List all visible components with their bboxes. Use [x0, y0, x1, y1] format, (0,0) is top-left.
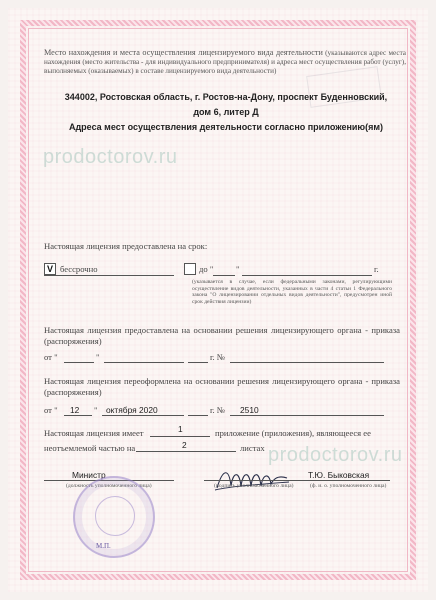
- reissue-day-line: [64, 415, 92, 416]
- position-caption: (должность уполномоченного лица): [66, 483, 152, 489]
- indefinite-label: бессрочно: [60, 264, 98, 274]
- seal-emblem: [95, 496, 135, 536]
- annex-line-2: неотъемлемой частью на: [44, 443, 136, 453]
- until-prefix: до ": [199, 264, 214, 274]
- license-page: [8, 8, 428, 592]
- reissue-from: от ": [44, 405, 58, 415]
- annex-sheets-line: [136, 451, 236, 452]
- annex-count-line: [150, 436, 210, 437]
- until-year: г.: [374, 264, 379, 274]
- reissue-year-line: [188, 415, 208, 416]
- signatory-name: Т.Ю. Быковская: [308, 470, 370, 480]
- signature-caption: (подпись уполномоченного лица): [214, 483, 294, 489]
- term-label: Настоящая лицензия предоставлена на срок:: [44, 241, 208, 251]
- header-note: (указываются адрес места нахождения (место жительства - для индивидуального предпринимателя) и адреса мест осуществления работ (услуг), выполняемых (оказываемых) в составе лицензируемого вида деятельности): [44, 49, 406, 75]
- header-lead: Место нахождения и места осуществления лицензируемого вида деятельности: [44, 48, 323, 57]
- reissue-number-label: г. №: [210, 405, 226, 415]
- indefinite-underline: [44, 275, 174, 276]
- basis-day-line: [64, 362, 94, 363]
- basis-text: Настоящая лицензия предоставлена на основании решения лицензирующего органа - приказа (распоряжения): [44, 325, 400, 346]
- name-line: [300, 480, 390, 481]
- reissue-quote: ": [94, 405, 98, 415]
- watermark-top: prodoctorov.ru: [43, 146, 178, 168]
- until-quote: ": [236, 264, 240, 274]
- until-day-line: [213, 275, 235, 276]
- address-line-1: 344002, Ростовская область, г. Ростов-на-Дону, проспект Буденновский,: [64, 92, 388, 102]
- name-caption: (ф. и. о. уполномоченного лица): [310, 483, 387, 489]
- signatory-position: Министр: [72, 470, 106, 480]
- annex-sheets: 2: [182, 440, 187, 450]
- basis-from: от ": [44, 352, 58, 362]
- basis-month-line: [104, 362, 184, 363]
- annex-line-2-end: листах: [240, 443, 265, 453]
- stamp-label: М.П.: [96, 542, 111, 550]
- address-line-2: дом 6, литер Д: [193, 107, 259, 117]
- annex-line-1-end: приложение (приложения), являющееся ее: [215, 428, 371, 438]
- basis-number-label: г. №: [210, 352, 226, 362]
- official-seal: [73, 476, 155, 558]
- annex-count: 1: [178, 424, 183, 434]
- reissue-month: октября 2020: [106, 405, 158, 415]
- until-checkbox[interactable]: [184, 263, 196, 275]
- watermark-bottom: prodoctorov.ru: [268, 444, 403, 466]
- annex-line-1: Настоящая лицензия имеет: [44, 428, 144, 438]
- basis-number-line: [230, 362, 384, 363]
- reissue-day: 12: [70, 405, 80, 415]
- indefinite-checkbox[interactable]: V: [44, 263, 56, 275]
- reissue-number: 2510: [240, 405, 259, 415]
- address-block: [38, 90, 414, 135]
- term-note: (указывается в случае, если федеральными законами, регулирующими осуществление видов деятельности, указанных в части 4 статьи 1 Федерального закона "О лицензировании отдельных видов деятельности", предусмотрен иной срок действия лицензии): [192, 279, 392, 305]
- reissue-text: Настоящая лицензия переоформлена на основании решения лицензирующего органа - приказа (распоряжения): [44, 376, 400, 397]
- basis-quote: ": [96, 352, 100, 362]
- until-month-line: [242, 275, 372, 276]
- reissue-number-line: [230, 415, 384, 416]
- signature-line: [204, 480, 300, 481]
- reissue-month-line: [102, 415, 184, 416]
- address-header: [44, 48, 406, 76]
- address-line-3: Адреса мест осуществления деятельности согласно приложению(ям): [68, 122, 384, 132]
- basis-year-line: [188, 362, 208, 363]
